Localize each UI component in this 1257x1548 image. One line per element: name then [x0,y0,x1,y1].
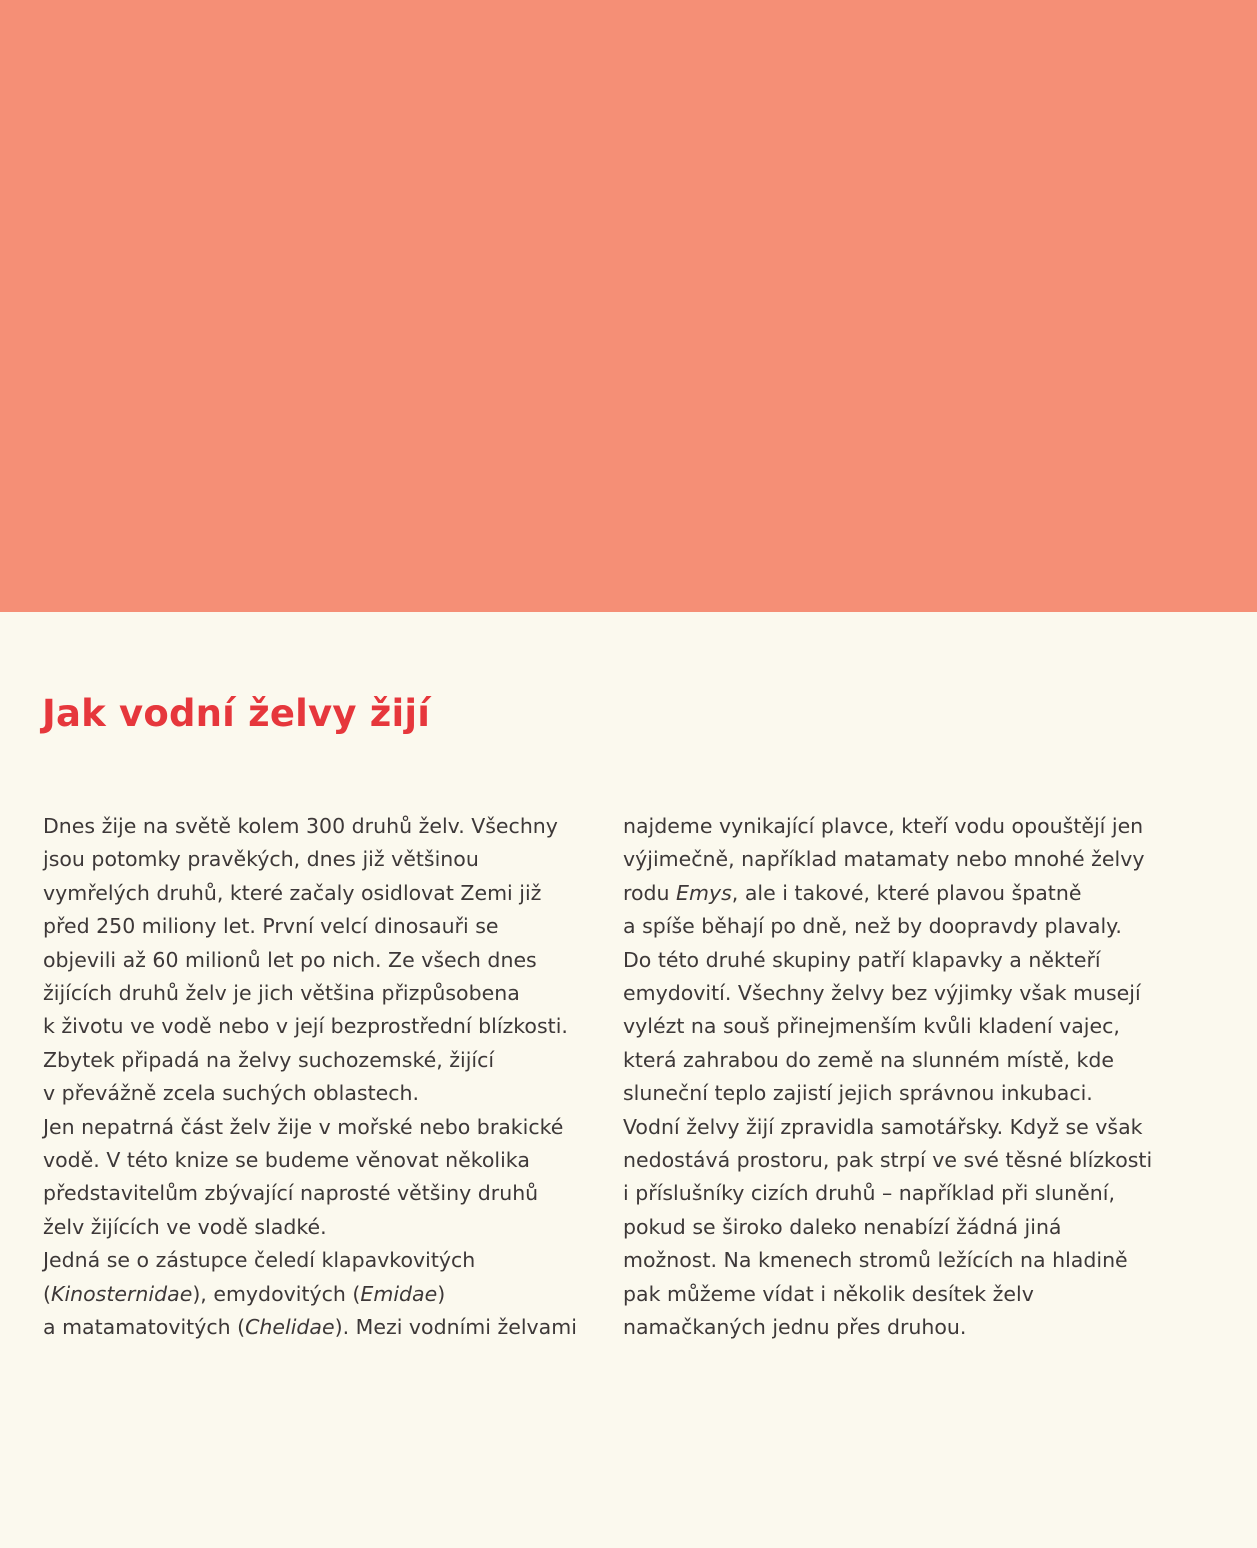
text-segment: najdeme vynikající plavce, kteří vodu opouštějí jen [623,814,1144,838]
text-segment: která zahrabou do země na slunném místě, kde [623,1047,1114,1072]
text-line [43,843,603,876]
text-segment: , ale i takové, které plavou špatně [731,880,1082,905]
text-line [623,1044,1223,1077]
text-line [623,1311,1223,1344]
text-line [623,910,1223,943]
text-segment: ) [437,1281,446,1306]
latin-name: Chelidae [245,1315,335,1340]
text-segment: nedostává prostoru, pak strpí ve své těsné blízkosti [623,1148,1153,1173]
text-line [43,1144,603,1177]
text-segment: v převážně zcela suchých oblastech. [43,1081,420,1106]
text-line [43,810,603,843]
text-segment: pokud se široko daleko nenabízí žádná jiná [623,1214,1062,1239]
text-segment: představitelům zbývající naprosté většiny druhů [43,1181,539,1206]
text-line [43,977,603,1010]
text-segment: pak můžeme vídat i několik desítek želv [623,1281,1034,1306]
text-segment: želv žijících ve vodě sladké. [43,1214,327,1239]
text-segment: vodě. V této knize se budeme věnovat několika [43,1148,530,1173]
text-line [43,1010,603,1043]
text-line [43,944,603,977]
text-segment: ( [43,1281,51,1306]
color-banner [0,0,1257,612]
text-line [43,1311,603,1344]
text-line [623,810,1223,843]
text-segment: i příslušníky cizích druhů – například při slunění, [623,1181,1115,1206]
text-segment: ). Mezi vodními želvami [334,1315,577,1340]
text-segment: jsou potomky pravěkých, dnes již většinou [43,847,479,872]
text-line [43,1211,603,1244]
text-segment: Jedná se o zástupce čeledí klapavkovitých [43,1248,476,1273]
text-line [43,1077,603,1110]
text-line [43,1278,603,1311]
text-line [623,1077,1223,1110]
text-line [623,1010,1223,1043]
text-segment: Do této druhé skupiny patří klapavky a někteří [623,947,1101,972]
text-segment: žijících druhů želv je jich většina přizpůsobena [43,981,520,1006]
text-line [623,877,1223,910]
text-segment: k životu ve vodě nebo v její bezprostřední blízkosti. [43,1014,568,1039]
text-line [43,910,603,943]
text-column-right [623,810,1223,1345]
text-line [623,1278,1223,1311]
text-segment: a matamatovitých ( [43,1315,246,1340]
text-segment: Jen nepatrná část želv žije v mořské nebo brakické [43,1114,564,1139]
text-segment: Zbytek připadá na želvy suchozemské, žijící [43,1047,495,1072]
text-segment: rodu [623,880,677,905]
text-line [623,1211,1223,1244]
text-line [43,1244,603,1277]
text-segment: ), emydovitých ( [192,1281,361,1306]
text-line [623,1144,1223,1177]
text-line [43,1044,603,1077]
text-segment: vylézt na souš přinejmenším kvůli kladení vajec, [623,1014,1120,1039]
text-segment: emydovití. Všechny želvy bez výjimky však musejí [623,981,1141,1006]
text-segment: Vodní želvy žijí zpravidla samotářsky. Když se však [623,1114,1143,1139]
latin-name: Kinosternidae [51,1281,193,1306]
text-line [623,1111,1223,1144]
text-segment: Dnes žije na světě kolem 300 druhů želv. Všechny [43,814,558,838]
text-segment: a spíše běhají po dně, než by doopravdy plavaly. [623,914,1122,939]
text-line [623,1177,1223,1210]
text-line [623,843,1223,876]
text-line [623,1244,1223,1277]
latin-name: Emidae [360,1281,438,1306]
text-column-left [43,810,603,1345]
text-segment: sluneční teplo zajistí jejich správnou inkubaci. [623,1081,1093,1106]
text-line [43,1111,603,1144]
text-line [43,1177,603,1210]
chapter-title: Jak vodní želvy žijí [42,692,431,735]
text-line [623,977,1223,1010]
text-segment: vymřelých druhů, které začaly osidlovat Zemi již [43,880,542,905]
text-segment: před 250 miliony let. První velcí dinosauři se [43,914,499,939]
text-line [43,877,603,910]
text-segment: možnost. Na kmenech stromů ležících na hladině [623,1248,1128,1273]
text-line [623,944,1223,977]
latin-name: Emys [676,880,732,905]
text-segment: objevili až 60 milionů let po nich. Ze všech dnes [43,947,537,972]
text-segment: namačkaných jednu přes druhou. [623,1315,967,1340]
text-segment: výjimečně, například matamaty nebo mnohé želvy [623,847,1145,872]
